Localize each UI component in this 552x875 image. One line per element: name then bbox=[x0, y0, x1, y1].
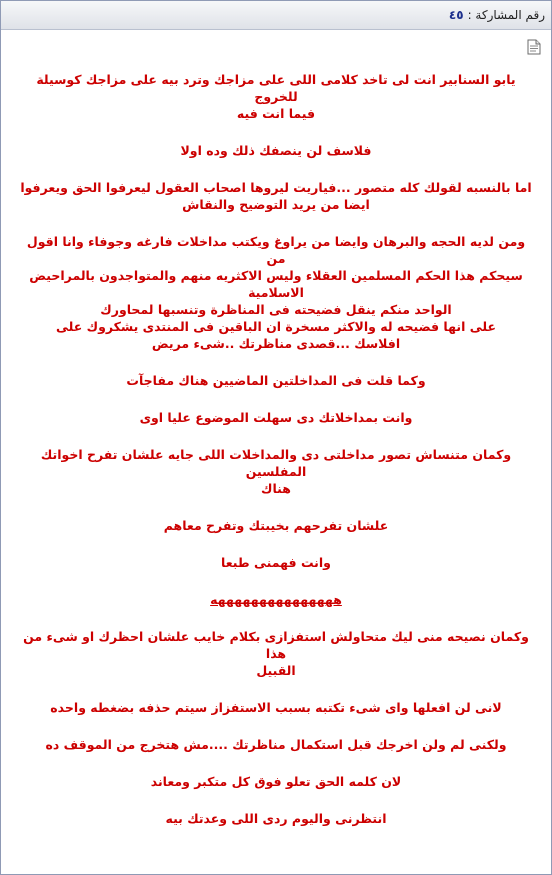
post-line: هناك bbox=[261, 481, 291, 496]
post-paragraph bbox=[1, 628, 551, 679]
post-paragraph bbox=[1, 591, 551, 608]
post-line: على انها فضيحه له والاكثر مسخرة ان الباقين فى المنتدى يشكروك على bbox=[56, 319, 496, 334]
post-paragraph bbox=[1, 372, 551, 389]
post-line: علشان تفرحهم بخيبتك وتفرح معاهم bbox=[163, 518, 389, 533]
post-message bbox=[1, 71, 551, 847]
post-number-link[interactable]: ٤٥ bbox=[448, 8, 464, 22]
post-paragraph bbox=[1, 233, 551, 352]
post-line: اما بالنسبه لقولك كله متصور ...فياريت ليروها اصحاب العقول ليعرفوا الحق ويعرفوا bbox=[20, 180, 532, 195]
post-line: القبيل bbox=[256, 663, 296, 678]
post-paragraph bbox=[1, 810, 551, 827]
document-icon bbox=[527, 39, 541, 55]
post-paragraph bbox=[1, 179, 551, 213]
post-paragraph bbox=[1, 554, 551, 571]
post-line: هههههههههههههههه bbox=[210, 592, 342, 607]
post-line: لانى لن افعلها واى شىء تكتبه بسبب الاستفزاز سيتم حذفه بضغطه واحده bbox=[50, 700, 502, 715]
post-header bbox=[1, 1, 551, 30]
post-paragraph bbox=[1, 142, 551, 159]
post-paragraph bbox=[1, 517, 551, 534]
post-line: وكمان نصيحه منى ليك متحاولش استفزازى بكلام خايب علشان احظرك او شىء من هذا bbox=[23, 629, 529, 661]
post-line: ولكنى لم ولن اخرجك قبل استكمال مناظرتك ....مش هتخرج من الموقف ده bbox=[45, 737, 507, 752]
post-line: ومن لديه الحجه والبرهان وايضا من يراوغ ويكتب مداخلات فارغه وجوفاء وانا اقول من bbox=[26, 234, 526, 266]
post-paragraph bbox=[1, 409, 551, 426]
post-line: سيحكم هذا الحكم المسلمين العقلاء وليس الاكثريه منهم والمتواجدون بالمراحيض الاسلامية bbox=[29, 268, 523, 300]
post-number-label: رقم المشاركة : bbox=[467, 8, 545, 22]
post-line: يابو السنابير انت لى تاخد كلامى اللى على مزاجك وترد بيه على مزاجك كوسيلة للخروج bbox=[36, 72, 516, 104]
post-line: وكما قلت فى المداخلتين الماضيين هناك مفاجآت bbox=[126, 373, 426, 388]
post-paragraph bbox=[1, 446, 551, 497]
post-line: فيما انت فيه bbox=[236, 106, 316, 121]
post-line: انتظرنى واليوم ردى اللى وعدتك بيه bbox=[165, 811, 387, 826]
post-line: فلاسف لن ينصفك ذلك وده اولا bbox=[180, 143, 372, 158]
post-line: افلاسك ...قصدى مناظرتك ..شىء مريض bbox=[151, 336, 401, 351]
post-paragraph bbox=[1, 71, 551, 122]
post-line: وانت فهمنى طبعا bbox=[221, 555, 331, 570]
post-line: وكمان متنساش تصور مداخلتى دى والمداخلات اللى جايه علشان تفرح اخواتك المفلسين bbox=[40, 447, 512, 479]
post-line: لان كلمه الحق تعلو فوق كل متكبر ومعاند bbox=[150, 774, 402, 789]
post-paragraph bbox=[1, 736, 551, 753]
post-line: ايضا من يريد التوضيح والنقاش bbox=[182, 197, 370, 212]
post-line: الواحد منكم ينقل فضيحته فى المناظرة وتنسبها لمحاورك bbox=[100, 302, 452, 317]
post-paragraph bbox=[1, 699, 551, 716]
post-paragraph bbox=[1, 773, 551, 790]
post-line: وانت بمداخلاتك دى سهلت الموضوع عليا اوى bbox=[139, 410, 413, 425]
